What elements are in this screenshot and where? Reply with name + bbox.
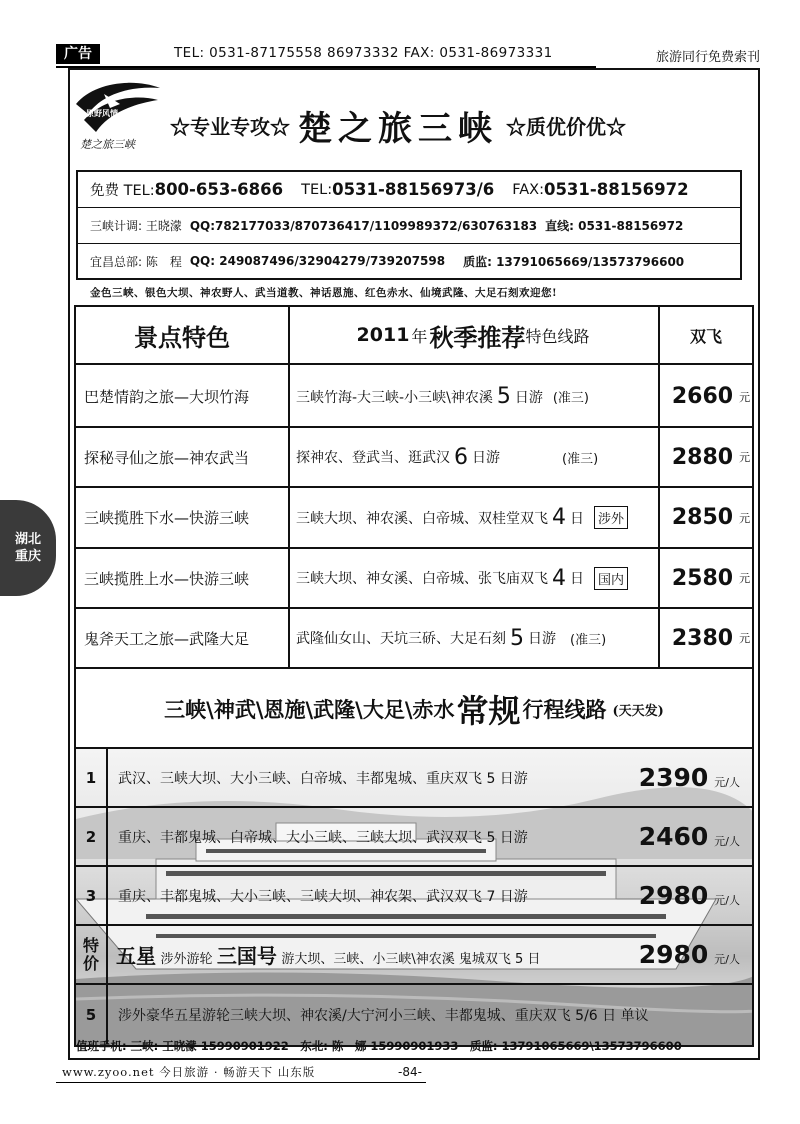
contact-row-hq [78,244,740,278]
route-desc [296,428,666,486]
price-value: 2580 [671,565,734,591]
price-value: 2980 [638,940,709,969]
planner-qq: QQ:782177033/870736417/1109989372/630763183 [189,218,538,233]
duty-phone-line: 值班手机: 三峡: 王晓濛 15990901922 东北: 陈 娜 15990901933 质监: 13791065669\13573796600 [76,1039,682,1053]
regular-title-a: 三峡\神武\恩施\武隆\大足\赤水 [164,697,455,722]
price-value: 2850 [671,505,734,530]
header-scenic: 景点特色 [76,307,288,365]
route-table [74,305,754,1047]
route-days: 4 [552,565,566,591]
price-unit: 元/人 [714,835,740,848]
page-number: -84- [398,1065,422,1079]
header-right-text: 旅游同行免费索刊 [655,50,760,65]
route-desc [296,609,666,667]
region-side-tab [0,500,56,596]
row-price [639,940,740,969]
route-price [668,367,754,426]
free-tel-number: 800-653-6866 [154,180,284,199]
route-name: 探秘寻仙之旅—神农武当 [84,448,250,467]
row-text: 武汉、三峡大坝、大小三峡、白帝城、丰都鬼城、重庆双飞 5 日游 [118,770,528,787]
price-value: 2460 [638,822,709,851]
special-idx-b: 价 [82,953,99,973]
special-offer-row [76,926,752,985]
route-days: 5 [496,384,511,409]
row-price [639,881,740,910]
price-value: 2380 [671,625,734,651]
special-idx-a: 特 [82,935,99,955]
price-value: 2660 [671,384,734,409]
price-unit: 元 [739,572,751,585]
route-suffix: 日游 [514,389,543,406]
slogan-main: 楚之旅三峡 [298,108,498,149]
price-unit: 元/人 [714,776,740,789]
contact-box [76,170,742,280]
header-rest: 特色线路 [525,326,590,346]
header-price: 双飞 [658,307,754,365]
row-text: 重庆、丰都鬼城、白帝城、大小三峡、三峡大坝、武汉双飞 5 日游 [118,829,528,846]
route-places: 三峡大坝、神女溪、白帝城、张飞庙双飞 [296,571,548,587]
route-desc [296,488,666,547]
price-unit: 元 [739,511,751,525]
route-desc [296,549,666,607]
route-tag: 涉外 [594,506,628,529]
route-price [668,609,754,667]
header-routes [288,307,658,365]
side-tab-a: 湖北 [14,532,41,547]
row-index: 5 [76,985,108,1044]
row-index: 2 [76,808,108,865]
footer-rule [56,1082,426,1083]
ad-label: 广告 [56,44,100,64]
row-index: 1 [76,749,108,806]
regular-title-note: (天天发) [612,703,664,719]
route-price [668,549,754,607]
route-name: 三峡揽胜上水—快游三峡 [84,569,250,588]
tel-label: TEL: [301,181,333,198]
row-index: 3 [76,867,108,924]
route-suffix: 日 [570,571,584,587]
route-suffix: 日游 [528,631,556,647]
row-text: 重庆、丰都鬼城、大小三峡、三峡大坝、神农架、武汉双飞 7 日游 [118,888,528,905]
free-tel-label: 免费 TEL: [90,183,155,199]
fax-number: 0531-88156972 [543,180,689,199]
price-value: 2880 [671,444,734,470]
route-days: 5 [510,625,524,651]
header-year-suffix: 年 [411,326,428,346]
row-text: 涉外豪华五星游轮三峡大坝、神农溪/大宁河小三峡、丰都鬼城、重庆双飞 5/6 日 单议 [118,1007,649,1024]
header-contact: TEL: 0531-87175558 86973332 FAX: 0531-86973331 [174,45,553,61]
hq-supervision: 质监: 13791065669/13573796600 [463,254,685,269]
slogan [170,100,730,150]
route-places: 三峡竹海-大三峡-小三峡\神农溪 [296,389,493,406]
price-value: 2980 [638,881,709,910]
logo-text: 原野风情 [86,109,118,118]
slogan-right: ☆质优价优☆ [506,114,626,139]
regular-title-big: 常规 [456,692,521,730]
route-tag: 国内 [594,567,628,590]
regular-route-row [76,985,752,1044]
special-index [76,926,108,983]
route-suffix: 日游 [472,450,500,466]
logo-script: 楚之旅三峡 [80,138,135,151]
price-unit: 元 [739,390,751,404]
side-tab-b: 重庆 [14,549,41,564]
price-value: 2390 [638,763,709,792]
special-ship-b: 三国号 [216,944,277,968]
route-days: 6 [454,444,468,470]
brand-logo [74,74,162,158]
fax-label: FAX: [512,181,544,198]
route-days: 4 [552,505,566,530]
header-big: 秋季推荐 [429,323,526,352]
special-ship-a: 五星 [116,944,156,968]
scenic-strip: 金色三峡、银色大坝、神农野人、武当道教、神话恩施、红色赤水、仙境武隆、大足石刻欢迎您! [90,287,558,299]
regular-title-b: 行程线路 [522,697,607,722]
row-price [639,763,740,792]
price-unit: 元 [739,451,751,464]
route-places: 三峡大坝、神农溪、白帝城、双桂堂双飞 [296,510,548,527]
special-mid: 涉外游轮 [160,952,213,967]
price-unit: 元/人 [714,894,740,907]
route-tag: (准三) [552,391,589,406]
planner-label: 三峡计调: 王晓濛 [90,219,182,233]
route-places: 探神农、登武当、逛武汉 [296,450,450,466]
route-name: 鬼斧天工之旅—武隆大足 [84,629,250,648]
regular-route-row [76,808,752,867]
route-suffix: 日 [570,510,584,527]
regular-title [76,669,752,749]
hq-qq: QQ: 249087496/32904279/739207598 [189,254,446,268]
special-desc: 游大坝、三峡、小三峡\神农溪 鬼城双飞 5 日 [281,952,541,967]
price-unit: 元 [739,632,751,645]
special-text [116,940,540,969]
route-price [668,488,754,547]
route-name: 三峡揽胜下水—快游三峡 [84,509,250,527]
hq-label: 宜昌总部: 陈 程 [90,254,182,269]
contact-row-planner [78,208,740,244]
regular-route-row [76,749,752,808]
planner-direct: 直线: 0531-88156972 [545,219,684,233]
price-unit: 元/人 [714,953,740,966]
slogan-left: ☆专业专攻☆ [170,114,290,139]
route-places: 武隆仙女山、天坑三硚、大足石刻 [296,631,506,647]
route-tag: (准三) [562,451,599,467]
route-tag: (准三) [570,632,607,648]
header-year: 2011 [356,324,410,346]
regular-route-row [76,867,752,926]
route-desc [296,367,666,426]
site-footer: www.zyoo.net 今日旅游 · 畅游天下 山东版 [62,1065,316,1079]
route-price [668,428,754,486]
cruise-ship-photo [76,749,752,1045]
row-price [639,822,740,851]
tel-number: 0531-88156973/6 [332,180,495,199]
route-name: 巴楚情韵之旅—大坝竹海 [84,388,250,406]
contact-row-phone [78,172,740,208]
top-header [56,44,760,66]
